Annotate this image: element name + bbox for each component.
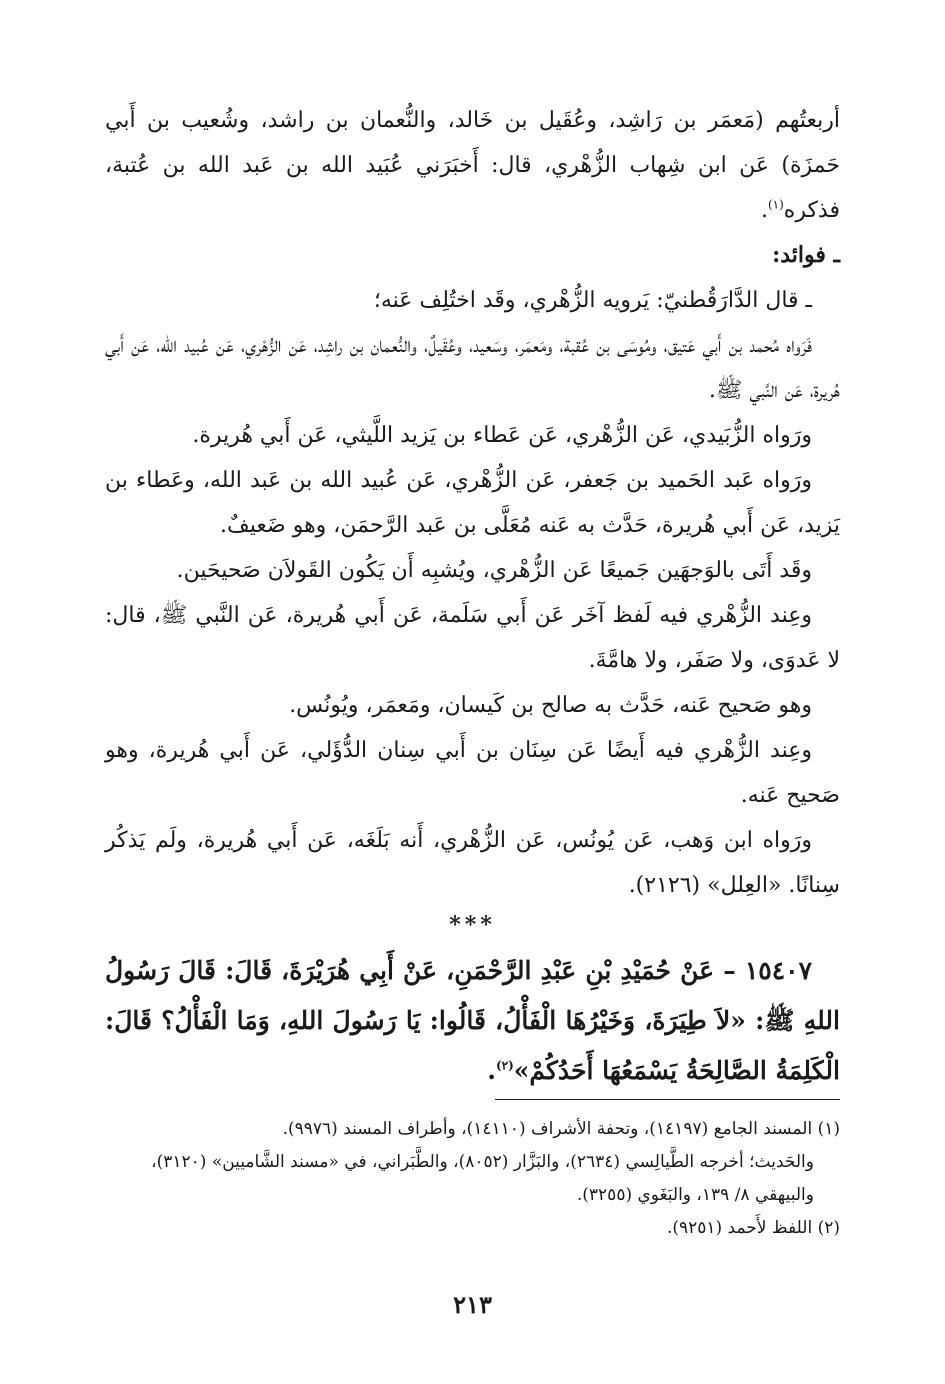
fawaid-heading: ـ فوائد: [772,242,840,268]
page-number: ٢١٣ [453,1290,492,1319]
paragraph: فَرَواه مُحمد بن أَبي عَتيق، ومُوسَى بن عُقبة، ومَعمَر، وسَعيد، وعُقَيلٌ، والنُّعمان بن راشِد، عَن الزُّهْري، عَن عُبيد الله، عَن أَبي هُريرة، عَن النَّبي ﷺ. [105,333,840,403]
hadith-tail: . [487,1056,496,1085]
footnotes [105,1113,840,1245]
paragraph: وقَد أَتَى بالوَجهَين جَميعًا عَن الزُّهْري، ويُشبِه أَن يَكُون القَولاَن صَحيحَين. [176,558,812,583]
daraqutni-quote: ـ قال الدَّارَقُطنيّ: يَرويه الزُّهْري، وقَد اختُلِف عَنه؛ [373,288,812,313]
main-text [105,98,840,1096]
footnote-ref[interactable]: (٢) [495,1058,514,1073]
footnote-2: (٢) اللفظ لأَحمد (٩٢٥١). [666,1218,840,1238]
paragraph: ورَواه الزُّبَيدي، عَن الزُّهْري، عَن عَطاء بن يَزيد اللَّيثي، عَن أَبي هُريرة. [192,423,812,448]
hadith-entry [105,946,840,1096]
paragraph-intro [105,98,840,233]
paragraph: ورَواه ابن وَهب، عَن يُونُس، عَن الزُّهْري، أَنه بَلَغَه، عَن أَبي هُريرة، ولَم يَذكُر سِنانًا. «العِلل» (٢١٢٦). [105,828,840,898]
paragraph-tail: . [760,198,768,223]
paragraph: ورَواه عَبد الحَميد بن جَعفر، عَن الزُّهْري، عَن عُبيد الله بن عَبد الله، وعَطاء بن يَزيد، عَن أَبي هُريرة، حَدَّث به عَنه مُعَلَّى بن عَبد الرَّحمَن، وهو ضَعيفٌ. [105,468,840,538]
hadith-text: عَنْ حُمَيْدِ بْنِ عَبْدِ الرَّحْمَنِ، عَنْ أَبِي هُرَيْرَةَ، قَالَ: قَالَ رَسُولُ اللهِ ﷺ: «لاَ طِيَرَةَ، وَخَيْرُهَا الْفَأْلُ، قَالُوا: يَا رَسُولَ اللهِ، وَمَا الْفَأْلُ؟ قَالَ: الْكَلِمَةُ الصَّالِحَةُ يَسْمَعُهَا أَحَدُكُمْ» [105,956,840,1085]
paragraph: وهو صَحيح عَنه، حَدَّث به صالح بن كَيسان، ومَعمَر، ويُونُس. [289,693,812,718]
footnote-ref[interactable]: (١) [767,197,784,212]
hadith-dash: – [714,956,745,985]
paragraph-text: أربعتُهم (مَعمَر بن رَاشِد، وعُقَيل بن خَالد، والنُّعمان بن راشد، وشُعيب بن أَبي حَمزَة) عَن ابن شِهاب الزُّهْري، قال: أَخبَرَني عُبَيد الله بن عَبد الله بن عُتبة، فذكره [105,108,840,223]
footnote-divider [495,1099,840,1100]
paragraph: وعِند الزُّهْري فيه لَفظ آخَر عَن أَبي سَلَمة، عَن أَبي هُريرة، عَن النَّبي ﷺ، قال: لا عَدوَى، ولا صَفَر، ولا هامَّةَ. [105,603,840,673]
paragraph: وعِند الزُّهْري فيه أَيضًا عَن سِنَان بن أَبي سِنان الدُّؤَلي، عَن أَبي هُريرة، وهو صَحيح عَنه. [105,738,840,808]
footnote-1-continued: والحَديث؛ أخرجه الطَّيالِسي (٢٦٣٤)، والبَزَّار (٨٠٥٢)، والطَّبَراني، في «مسند الشَّاميين» (٣١٢٠)، والبيهقي ٨/ ١٣٩، والبَغَوي (٣٢٥٥). [151,1152,814,1205]
footnote-1: (١) المسند الجامع (١٤١٩٧)، وتحفة الأشراف (١٤١١٠)، وأطراف المسند (٩٩٧٦). [282,1119,840,1139]
hadith-number: ١٥٤٠٧ [744,956,812,985]
section-separator: *** [449,912,496,938]
